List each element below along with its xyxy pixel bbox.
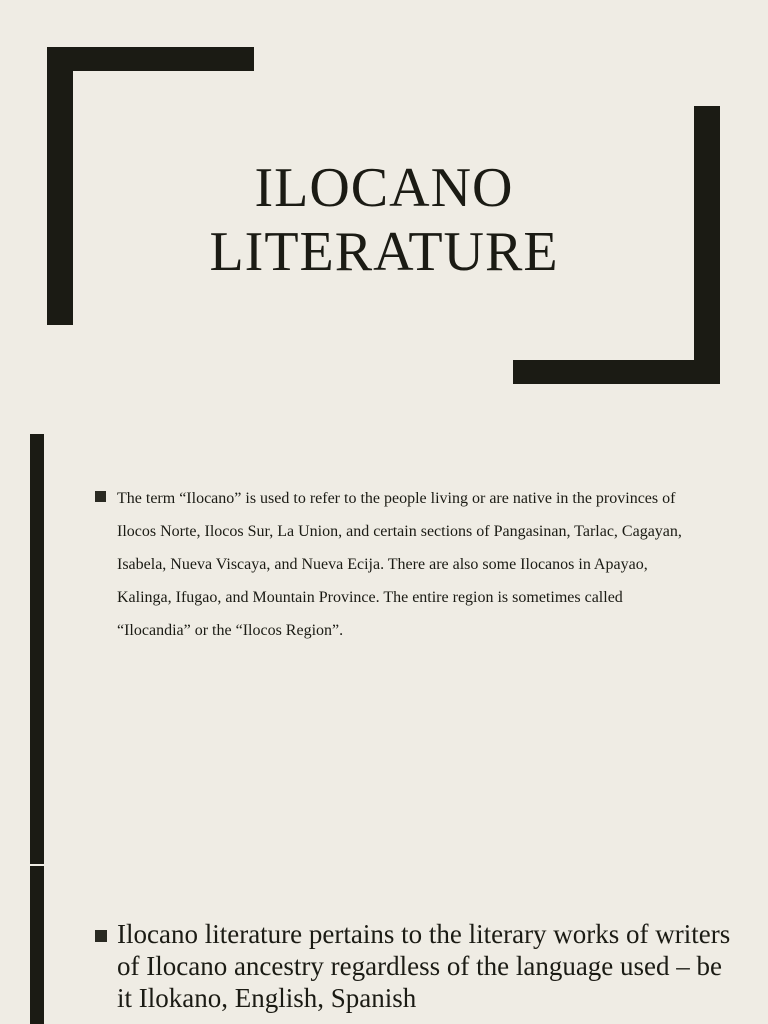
bullet-item — [95, 918, 735, 1014]
title-line-1: ILOCANO — [254, 157, 514, 219]
content-slide-ilocano-literature — [0, 864, 768, 1024]
frame-bottom-right-vertical — [694, 106, 720, 384]
bullet-text: The term “Ilocano” is used to refer to the people living or are native in the provinces of Ilocos Norte, Ilocos Sur, La Union, and certain sections of Pangasinan, Tarlac, Cagayan, Isabela, Nueva Viscaya, and Nueva Ecija. There are also some Ilocanos in Apayao, Kalinga, Ifugao, and Mountain Province. The entire region is sometimes called “Ilocandia” or the “Ilocos Region”. — [117, 490, 682, 639]
content-slide-ilocano-term — [0, 432, 768, 864]
frame-top-left-horizontal — [47, 47, 254, 71]
frame-bottom-right-horizontal — [513, 360, 720, 384]
title-line-2: LITERATURE — [209, 221, 559, 283]
accent-vertical-line — [30, 866, 44, 1024]
accent-vertical-line — [30, 434, 44, 864]
frame-top-left-vertical — [47, 47, 73, 325]
bullet-text: Ilocano literature pertains to the literary works of writers of Ilocano ancestry regardless of the language used – be it Ilokano, English, Spanish — [117, 919, 731, 1013]
bullet-item — [95, 482, 695, 647]
square-bullet-icon — [95, 491, 106, 502]
slide-title — [120, 156, 648, 284]
title-slide — [0, 0, 768, 432]
square-bullet-icon — [95, 930, 107, 942]
